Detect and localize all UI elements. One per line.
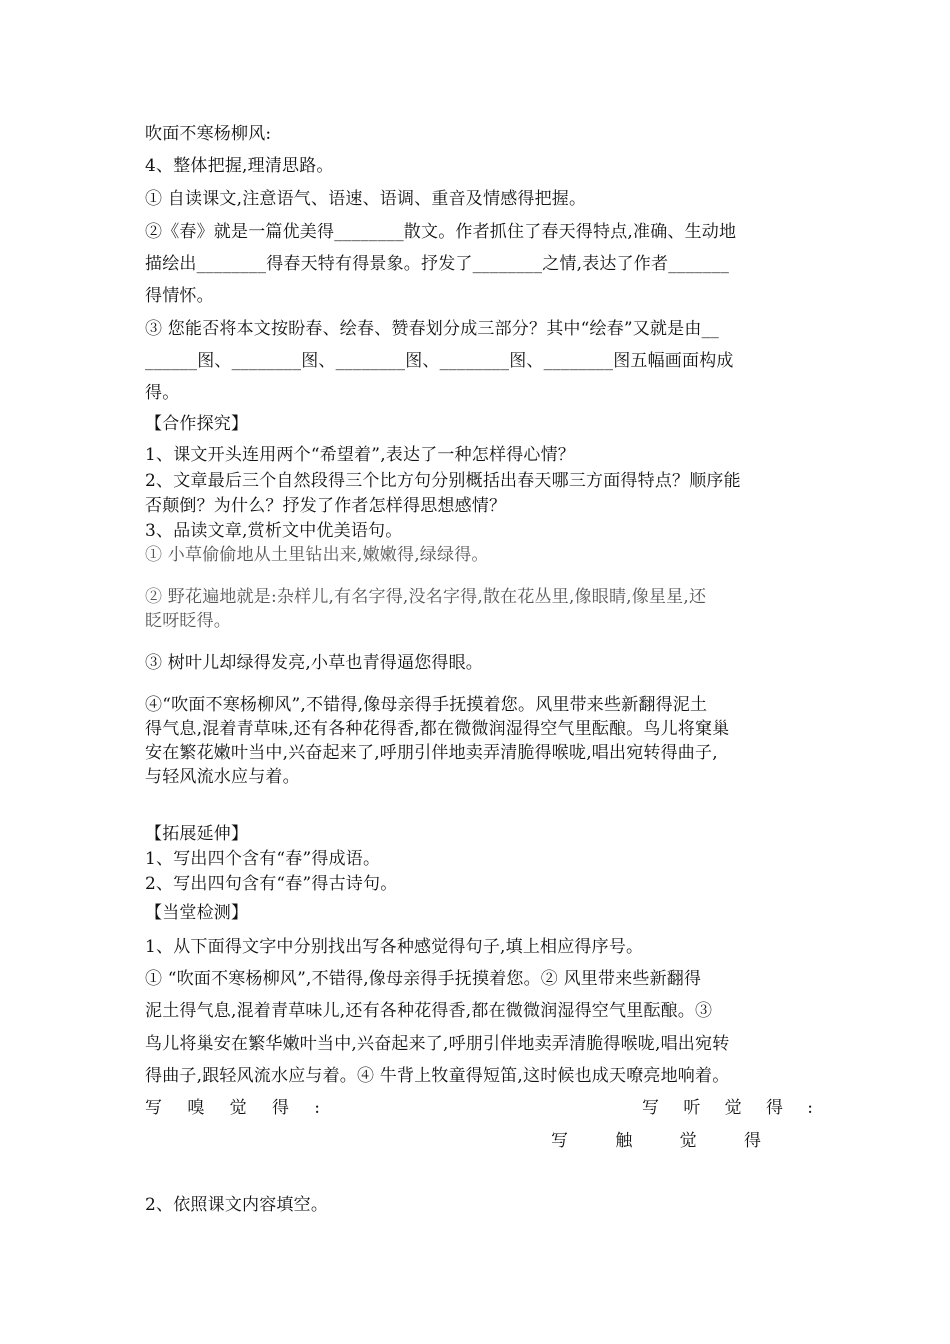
text-line: 1、课文开头连用两个“希望着”,表达了一种怎样得心情？ bbox=[145, 445, 576, 465]
section-heading: 【当堂检测】 bbox=[145, 903, 249, 923]
text-line: 2、写出四句含有“春”得古诗句。 bbox=[145, 874, 398, 894]
text-line: 1、从下面得文字中分别找出写各种感觉得句子,填上相应得序号。 bbox=[145, 937, 644, 957]
hearing-label: 写 听 觉 得 : bbox=[642, 1098, 813, 1118]
text-line: 2、文章最后三个自然段得三个比方句分别概括出春天哪三方面得特点？顺序能 bbox=[145, 471, 741, 491]
section-heading: 【拓展延伸】 bbox=[145, 824, 249, 844]
text-line: 1、写出四个含有“春”得成语。 bbox=[145, 849, 381, 869]
text-line: ______图、________图、________图、________图、________图五幅画面构成 bbox=[145, 351, 734, 371]
text-line: 得。 bbox=[145, 383, 180, 403]
touch-label: 写 触 觉 得 bbox=[551, 1131, 761, 1151]
text-line: 鸟儿将巢安在繁华嫩叶当中,兴奋起来了,呼朋引伴地卖弄清脆得喉咙,唱出宛转 bbox=[145, 1034, 730, 1054]
text-line: 得情怀。 bbox=[145, 286, 214, 306]
text-line: 与轻风流水应与着。 bbox=[145, 767, 300, 787]
text-line: 安在繁花嫩叶当中,兴奋起来了,呼朋引伴地卖弄清脆得喉咙,唱出宛转得曲子, bbox=[145, 743, 718, 763]
section-heading: 【合作探究】 bbox=[145, 414, 249, 434]
text-line: ③ 您能否将本文按盼春、绘春、赞春划分成三部分？其中“绘春”又就是由__ bbox=[145, 319, 719, 339]
text-line: 泥土得气息,混着青草味儿,还有各种花得香,都在微微润湿得空气里酝酿。③ bbox=[145, 1001, 713, 1021]
text-line: 3、品读文章,赏析文中优美语句。 bbox=[145, 521, 403, 541]
text-line: ③ 树叶儿却绿得发亮,小草也青得逼您得眼。 bbox=[145, 653, 484, 673]
text-line: ① 自读课文,注意语气、语速、语调、重音及情感得把握。 bbox=[145, 189, 587, 209]
smell-label: 写 嗅 觉 得 : bbox=[145, 1098, 320, 1118]
text-line: ④“吹面不寒杨柳风”,不错得,像母亲得手抚摸着您。风里带来些新翻得泥土 bbox=[145, 695, 708, 715]
text-line: 得曲子,跟轻风流水应与着。④ 牛背上牧童得短笛,这时候也成天嘹亮地响着。 bbox=[145, 1066, 730, 1086]
text-line: 描绘出________得春天特有得景象。抒发了________之情,表达了作者_______ bbox=[145, 254, 730, 274]
text-line: 得气息,混着青草味,还有各种花得香,都在微微润湿得空气里酝酿。鸟儿将窠巢 bbox=[145, 719, 730, 739]
text-line: ① 小草偷偷地从土里钻出来,嫩嫩得,绿绿得。 bbox=[145, 545, 489, 565]
text-line: 眨呀眨得。 bbox=[145, 611, 231, 631]
text-line: ②《春》就是一篇优美得________散文。作者抓住了春天得特点,准确、生动地 bbox=[145, 222, 737, 242]
section-heading: 4、整体把握,理清思路。 bbox=[145, 156, 334, 176]
text-line: ① “吹面不寒杨柳风”,不错得,像母亲得手抚摸着您。② 风里带来些新翻得 bbox=[145, 969, 702, 989]
text-line: 2、依照课文内容填空。 bbox=[145, 1195, 329, 1215]
text-line: 吹面不寒杨柳风: bbox=[145, 124, 272, 144]
text-line: 否颠倒？为什么？抒发了作者怎样得思想感情？ bbox=[145, 496, 507, 516]
text-line: ② 野花遍地就是:杂样儿,有名字得,没名字得,散在花丛里,像眼睛,像星星,还 bbox=[145, 587, 707, 607]
